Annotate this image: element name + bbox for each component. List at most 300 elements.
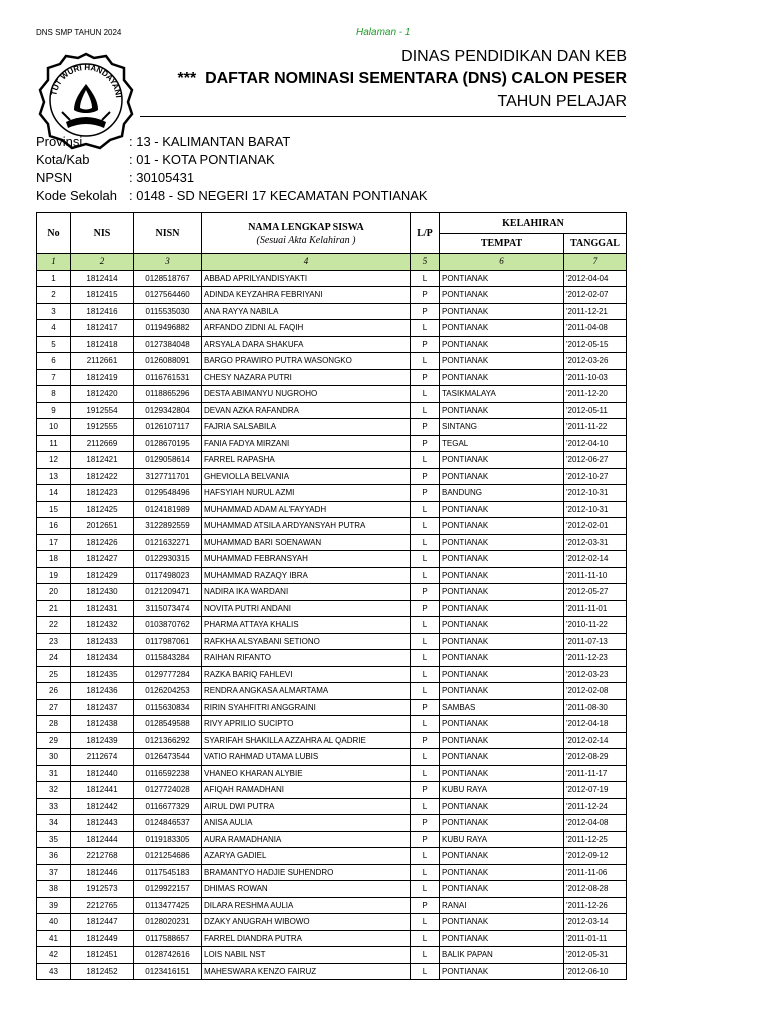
cell-no: 39	[37, 897, 71, 914]
cell-nis: 1912573	[71, 881, 134, 898]
info-key: NPSN	[36, 170, 73, 185]
header-divider	[140, 116, 626, 117]
cell-nis: 1912555	[71, 419, 134, 436]
cell-nis: 1812447	[71, 914, 134, 931]
cell-nisn: 0122930315	[134, 551, 202, 568]
cell-tanggal: '2012-05-15	[564, 336, 627, 353]
cell-nisn: 0124181989	[134, 501, 202, 518]
cell-nama: ARSYALA DARA SHAKUFA	[202, 336, 411, 353]
cell-tempat: PONTIANAK	[440, 650, 564, 667]
cell-nisn: 0128020231	[134, 914, 202, 931]
cell-no: 15	[37, 501, 71, 518]
cell-nama: SYARIFAH SHAKILLA AZZAHRA AL QADRIE	[202, 732, 411, 749]
cell-tempat: PONTIANAK	[440, 551, 564, 568]
cell-no: 19	[37, 567, 71, 584]
cell-lp: L	[411, 963, 440, 980]
cell-tanggal: '2011-12-26	[564, 897, 627, 914]
cell-tempat: PONTIANAK	[440, 287, 564, 304]
cell-nis: 1812434	[71, 650, 134, 667]
cell-no: 8	[37, 386, 71, 403]
cell-tempat: KUBU RAYA	[440, 831, 564, 848]
cell-no: 34	[37, 815, 71, 832]
cell-nama: MUHAMMAD RAZAQY IBRA	[202, 567, 411, 584]
cell-nisn: 0129342804	[134, 402, 202, 419]
cell-tempat: PONTIANAK	[440, 567, 564, 584]
cell-tanggal: '2011-08-30	[564, 699, 627, 716]
cell-lp: L	[411, 551, 440, 568]
cell-tanggal: '2012-08-28	[564, 881, 627, 898]
table-row	[37, 270, 627, 287]
cell-lp: P	[411, 287, 440, 304]
table-row	[37, 666, 627, 683]
cell-tempat: PONTIANAK	[440, 716, 564, 733]
cell-lp: L	[411, 402, 440, 419]
cell-nis: 1812443	[71, 815, 134, 832]
cell-nisn: 0118865296	[134, 386, 202, 403]
cell-nama: NOVITA PUTRI ANDANI	[202, 600, 411, 617]
cell-no: 31	[37, 765, 71, 782]
col-header-tanggal: TANGGAL	[564, 234, 627, 254]
info-value: : 30105431	[129, 170, 195, 185]
table-row	[37, 914, 627, 931]
cell-lp: L	[411, 930, 440, 947]
cell-lp: L	[411, 518, 440, 535]
cell-tempat: PONTIANAK	[440, 501, 564, 518]
cell-no: 43	[37, 963, 71, 980]
cell-nisn: 0121366292	[134, 732, 202, 749]
cell-nisn: 0117498023	[134, 567, 202, 584]
cell-tanggal: '2012-05-11	[564, 402, 627, 419]
cell-nis: 1812449	[71, 930, 134, 947]
cell-tanggal: '2011-11-17	[564, 765, 627, 782]
cell-tempat: KUBU RAYA	[440, 782, 564, 799]
cell-nama: VATIO RAHMAD UTAMA LUBIS	[202, 749, 411, 766]
cell-nama: FARREL DIANDRA PUTRA	[202, 930, 411, 947]
cell-nisn: 0116592238	[134, 765, 202, 782]
cell-nis: 1812451	[71, 947, 134, 964]
cell-nisn: 3115073474	[134, 600, 202, 617]
cell-nisn: 0127384048	[134, 336, 202, 353]
table-row	[37, 485, 627, 502]
cell-nis: 1812432	[71, 617, 134, 634]
info-row-kode-sekolah	[36, 187, 428, 205]
cell-tanggal: '2012-03-26	[564, 353, 627, 370]
cell-tempat: BALIK PAPAN	[440, 947, 564, 964]
table-row	[37, 617, 627, 634]
table-row	[37, 765, 627, 782]
cell-lp: L	[411, 798, 440, 815]
cell-nis: 1812418	[71, 336, 134, 353]
cell-lp: P	[411, 699, 440, 716]
cell-lp: L	[411, 650, 440, 667]
cell-tanggal: '2012-04-08	[564, 815, 627, 832]
cell-no: 29	[37, 732, 71, 749]
cell-lp: L	[411, 881, 440, 898]
nomination-table	[36, 212, 627, 980]
cell-nisn: 0117588657	[134, 930, 202, 947]
info-key: Provinsi	[36, 134, 83, 149]
cell-no: 37	[37, 864, 71, 881]
cell-lp: P	[411, 369, 440, 386]
cell-nis: 1812416	[71, 303, 134, 320]
column-number-row	[37, 254, 627, 271]
table-row	[37, 963, 627, 980]
table-row	[37, 947, 627, 964]
cell-tempat: PONTIANAK	[440, 848, 564, 865]
table-row	[37, 732, 627, 749]
table-row	[37, 369, 627, 386]
info-value: : 13 - KALIMANTAN BARAT	[129, 134, 291, 149]
table-row	[37, 848, 627, 865]
cell-nisn: 0129922157	[134, 881, 202, 898]
cell-no: 18	[37, 551, 71, 568]
cell-tempat: PONTIANAK	[440, 749, 564, 766]
cell-tempat: PONTIANAK	[440, 683, 564, 700]
cell-lp: L	[411, 386, 440, 403]
cell-lp: P	[411, 435, 440, 452]
cell-nama: ANA RAYYA NABILA	[202, 303, 411, 320]
cell-tanggal: '2012-03-31	[564, 534, 627, 551]
table-row	[37, 716, 627, 733]
cell-lp: P	[411, 468, 440, 485]
cell-nis: 2112674	[71, 749, 134, 766]
cell-nisn: 3127711701	[134, 468, 202, 485]
cell-nisn: 0128670195	[134, 435, 202, 452]
cell-tanggal: '2011-12-23	[564, 650, 627, 667]
cell-no: 38	[37, 881, 71, 898]
cell-tanggal: '2012-03-14	[564, 914, 627, 931]
cell-nisn: 0117545183	[134, 864, 202, 881]
cell-lp: L	[411, 617, 440, 634]
cell-nis: 1812441	[71, 782, 134, 799]
cell-nisn: 0128518767	[134, 270, 202, 287]
cell-no: 17	[37, 534, 71, 551]
cell-nis: 1812423	[71, 485, 134, 502]
document-title: *** DAFTAR NOMINASI SEMENTARA (DNS) CALON PESER	[177, 70, 627, 87]
cell-nis: 2112669	[71, 435, 134, 452]
cell-nisn: 0126107117	[134, 419, 202, 436]
cell-no: 5	[37, 336, 71, 353]
table-row	[37, 683, 627, 700]
cell-no: 7	[37, 369, 71, 386]
cell-nis: 2212765	[71, 897, 134, 914]
cell-tanggal: '2011-11-22	[564, 419, 627, 436]
cell-nis: 1812430	[71, 584, 134, 601]
cell-tempat: BANDUNG	[440, 485, 564, 502]
cell-lp: P	[411, 303, 440, 320]
cell-tempat: PONTIANAK	[440, 617, 564, 634]
cell-nis: 1812420	[71, 386, 134, 403]
cell-nama: DILARA RESHMA AULIA	[202, 897, 411, 914]
cell-nama: VHANEO KHARAN ALYBIE	[202, 765, 411, 782]
cell-lp: L	[411, 501, 440, 518]
col-header-tempat: TEMPAT	[440, 234, 564, 254]
cell-lp: P	[411, 336, 440, 353]
cell-tempat: PONTIANAK	[440, 369, 564, 386]
table-row	[37, 600, 627, 617]
cell-tempat: PONTIANAK	[440, 914, 564, 931]
cell-no: 20	[37, 584, 71, 601]
table-row	[37, 749, 627, 766]
cell-nama: LOIS NABIL NST	[202, 947, 411, 964]
table-row	[37, 551, 627, 568]
cell-lp: L	[411, 749, 440, 766]
cell-tempat: PONTIANAK	[440, 468, 564, 485]
col-number: 4	[202, 254, 411, 271]
document-label: DNS SMP TAHUN 2024	[36, 28, 122, 37]
table-row	[37, 501, 627, 518]
cell-lp: L	[411, 353, 440, 370]
col-header-kelahiran: KELAHIRAN	[440, 213, 627, 234]
cell-no: 1	[37, 270, 71, 287]
cell-nis: 1812422	[71, 468, 134, 485]
table-row	[37, 320, 627, 337]
cell-lp: P	[411, 897, 440, 914]
table-row	[37, 567, 627, 584]
cell-lp: L	[411, 914, 440, 931]
cell-nis: 1812417	[71, 320, 134, 337]
cell-nis: 1812431	[71, 600, 134, 617]
cell-nis: 1912554	[71, 402, 134, 419]
table-row	[37, 864, 627, 881]
cell-no: 25	[37, 666, 71, 683]
cell-tempat: PONTIANAK	[440, 963, 564, 980]
cell-tempat: PONTIANAK	[440, 402, 564, 419]
cell-nama: ANISA AULIA	[202, 815, 411, 832]
table-row	[37, 287, 627, 304]
cell-nama: MAHESWARA KENZO FAIRUZ	[202, 963, 411, 980]
cell-nisn: 0115630834	[134, 699, 202, 716]
cell-nis: 1812438	[71, 716, 134, 733]
cell-nama: RAIHAN RIFANTO	[202, 650, 411, 667]
cell-nisn: 0123416151	[134, 963, 202, 980]
cell-nama: RIRIN SYAHFITRI ANGGRAINI	[202, 699, 411, 716]
cell-tempat: PONTIANAK	[440, 732, 564, 749]
col-number: 5	[411, 254, 440, 271]
table-row	[37, 518, 627, 535]
col-header-nisn: NISN	[134, 213, 202, 254]
cell-nis: 2012651	[71, 518, 134, 535]
cell-nisn: 0113477425	[134, 897, 202, 914]
col-number: 2	[71, 254, 134, 271]
agency-title: DINAS PENDIDIKAN DAN KEB	[401, 48, 627, 65]
cell-nis: 1812415	[71, 287, 134, 304]
cell-no: 4	[37, 320, 71, 337]
cell-lp: P	[411, 584, 440, 601]
cell-no: 26	[37, 683, 71, 700]
cell-tanggal: '2012-08-29	[564, 749, 627, 766]
cell-lp: L	[411, 848, 440, 865]
col-header-nama-title: NAMA LENGKAP SISWA	[248, 221, 364, 233]
col-header-no: No	[37, 213, 71, 254]
cell-nama: PHARMA ATTAYA KHALIS	[202, 617, 411, 634]
cell-nisn: 3122892559	[134, 518, 202, 535]
cell-nama: CHESY NAZARA PUTRI	[202, 369, 411, 386]
cell-tanggal: '2012-06-27	[564, 452, 627, 469]
cell-tanggal: '2012-02-08	[564, 683, 627, 700]
cell-nis: 1812442	[71, 798, 134, 815]
cell-nis: 1812419	[71, 369, 134, 386]
cell-tanggal: '2011-12-25	[564, 831, 627, 848]
cell-nisn: 0115843284	[134, 650, 202, 667]
cell-no: 10	[37, 419, 71, 436]
cell-no: 2	[37, 287, 71, 304]
cell-no: 16	[37, 518, 71, 535]
cell-nisn: 0115535030	[134, 303, 202, 320]
cell-nisn: 0126204253	[134, 683, 202, 700]
cell-tanggal: '2011-11-06	[564, 864, 627, 881]
cell-tempat: PONTIANAK	[440, 353, 564, 370]
table-row	[37, 881, 627, 898]
cell-nisn: 0126088091	[134, 353, 202, 370]
cell-lp: L	[411, 452, 440, 469]
cell-nisn: 0116677329	[134, 798, 202, 815]
cell-tanggal: '2012-02-14	[564, 732, 627, 749]
info-row-provinsi	[36, 133, 428, 151]
student-rows	[37, 270, 627, 980]
table-row	[37, 831, 627, 848]
cell-nama: AZARYA GADIEL	[202, 848, 411, 865]
cell-tanggal: '2012-06-10	[564, 963, 627, 980]
table-row	[37, 815, 627, 832]
cell-nis: 1812425	[71, 501, 134, 518]
cell-nis: 1812426	[71, 534, 134, 551]
cell-nama: ARFANDO ZIDNI AL FAQIH	[202, 320, 411, 337]
table-row	[37, 897, 627, 914]
cell-no: 23	[37, 633, 71, 650]
info-value: : 01 - KOTA PONTIANAK	[129, 152, 275, 167]
cell-tanggal: '2011-12-21	[564, 303, 627, 320]
cell-no: 36	[37, 848, 71, 865]
col-number: 3	[134, 254, 202, 271]
cell-tanggal: '2012-10-31	[564, 501, 627, 518]
cell-nisn: 0116761531	[134, 369, 202, 386]
cell-nisn: 0129058614	[134, 452, 202, 469]
cell-tempat: PONTIANAK	[440, 930, 564, 947]
cell-tempat: PONTIANAK	[440, 518, 564, 535]
cell-nama: MUHAMMAD ADAM AL'FAYYADH	[202, 501, 411, 518]
cell-nama: GHEVIOLLA BELVANIA	[202, 468, 411, 485]
cell-tempat: PONTIANAK	[440, 336, 564, 353]
cell-nisn: 0119496882	[134, 320, 202, 337]
cell-no: 30	[37, 749, 71, 766]
table-row	[37, 402, 627, 419]
info-value: : 0148 - SD NEGERI 17 KECAMATAN PONTIANAK	[129, 188, 428, 203]
cell-nis: 2212768	[71, 848, 134, 865]
cell-lp: P	[411, 419, 440, 436]
cell-nisn: 0127724028	[134, 782, 202, 799]
cell-tempat: SINTANG	[440, 419, 564, 436]
cell-nama: BARGO PRAWIRO PUTRA WASONGKO	[202, 353, 411, 370]
cell-no: 9	[37, 402, 71, 419]
cell-tanggal: '2012-02-01	[564, 518, 627, 535]
cell-tanggal: '2012-05-27	[564, 584, 627, 601]
cell-tempat: PONTIANAK	[440, 881, 564, 898]
cell-tanggal: '2012-02-07	[564, 287, 627, 304]
cell-tempat: PONTIANAK	[440, 864, 564, 881]
cell-nis: 1812439	[71, 732, 134, 749]
cell-no: 42	[37, 947, 71, 964]
col-header-nama	[202, 213, 411, 254]
cell-no: 3	[37, 303, 71, 320]
academic-year-title: TAHUN PELAJAR	[497, 93, 627, 110]
svg-text:TUT WURI HANDAYANI: TUT WURI HANDAYANI	[49, 62, 123, 99]
table-row	[37, 633, 627, 650]
cell-tanggal: '2011-10-03	[564, 369, 627, 386]
cell-lp: L	[411, 270, 440, 287]
cell-lp: P	[411, 485, 440, 502]
cell-nama: NADIRA IKA WARDANI	[202, 584, 411, 601]
cell-lp: L	[411, 765, 440, 782]
cell-no: 33	[37, 798, 71, 815]
cell-nis: 1812436	[71, 683, 134, 700]
cell-lp: P	[411, 600, 440, 617]
cell-tempat: SAMBAS	[440, 699, 564, 716]
table-row	[37, 386, 627, 403]
cell-tanggal: '2011-11-01	[564, 600, 627, 617]
table-row	[37, 534, 627, 551]
table-row	[37, 336, 627, 353]
table-row	[37, 930, 627, 947]
cell-nisn: 0121632271	[134, 534, 202, 551]
cell-nama: RAFKHA ALSYABANI SETIONO	[202, 633, 411, 650]
table-row	[37, 419, 627, 436]
cell-nis: 1812444	[71, 831, 134, 848]
cell-no: 24	[37, 650, 71, 667]
cell-tempat: TASIKMALAYA	[440, 386, 564, 403]
cell-lp: L	[411, 534, 440, 551]
cell-no: 6	[37, 353, 71, 370]
cell-nisn: 0119183305	[134, 831, 202, 848]
cell-nisn: 0121209471	[134, 584, 202, 601]
cell-tempat: PONTIANAK	[440, 534, 564, 551]
cell-nama: DESTA ABIMANYU NUGROHO	[202, 386, 411, 403]
cell-lp: P	[411, 782, 440, 799]
cell-nis: 2112661	[71, 353, 134, 370]
cell-nama: FAJRIA SALSABILA	[202, 419, 411, 436]
cell-tanggal: '2011-04-08	[564, 320, 627, 337]
cell-no: 40	[37, 914, 71, 931]
cell-nisn: 0124846537	[134, 815, 202, 832]
col-number: 1	[37, 254, 71, 271]
cell-lp: L	[411, 716, 440, 733]
cell-tempat: TEGAL	[440, 435, 564, 452]
cell-nama: DEVAN AZKA RAFANDRA	[202, 402, 411, 419]
table-row	[37, 650, 627, 667]
cell-nama: BRAMANTYO HADJIE SUHENDRO	[202, 864, 411, 881]
cell-nisn: 0127564460	[134, 287, 202, 304]
cell-tanggal: '2011-01-11	[564, 930, 627, 947]
table-row	[37, 699, 627, 716]
cell-nisn: 0128742616	[134, 947, 202, 964]
table-row	[37, 452, 627, 469]
cell-tempat: PONTIANAK	[440, 303, 564, 320]
cell-nis: 1812452	[71, 963, 134, 980]
cell-tempat: PONTIANAK	[440, 815, 564, 832]
cell-tanggal: '2011-07-13	[564, 633, 627, 650]
page-number: Halaman - 1	[356, 27, 411, 38]
cell-tempat: PONTIANAK	[440, 584, 564, 601]
cell-tempat: PONTIANAK	[440, 600, 564, 617]
cell-lp: P	[411, 732, 440, 749]
cell-no: 12	[37, 452, 71, 469]
cell-tempat: PONTIANAK	[440, 798, 564, 815]
col-header-lp: L/P	[411, 213, 440, 254]
cell-tanggal: '2012-10-31	[564, 485, 627, 502]
cell-tempat: PONTIANAK	[440, 765, 564, 782]
cell-nis: 1812427	[71, 551, 134, 568]
cell-nama: HAFSYIAH NURUL AZMI	[202, 485, 411, 502]
